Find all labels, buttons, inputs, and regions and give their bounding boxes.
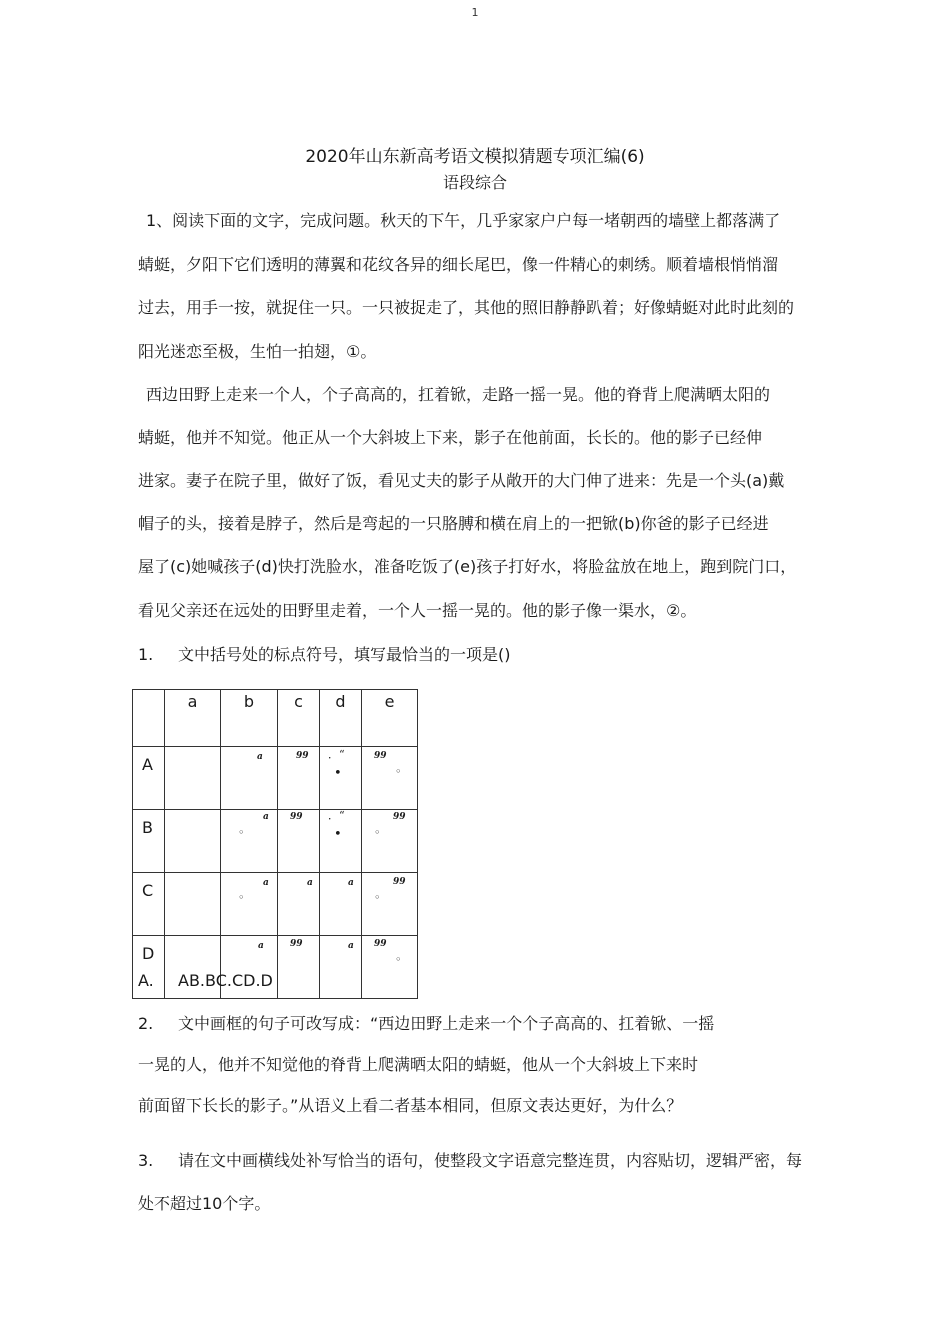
- cell-a-d: [320, 747, 362, 810]
- row-label-a: A: [133, 747, 165, 810]
- cell-c-c: [278, 873, 320, 936]
- punct-mark: a: [263, 878, 269, 888]
- row-label-c: C: [133, 873, 165, 936]
- cell-b-e: [362, 810, 418, 873]
- punct-mark: ◦: [395, 953, 402, 966]
- page-number: 1: [471, 6, 479, 19]
- punct-mark: 99: [296, 751, 309, 761]
- cell-b-b: [221, 810, 278, 873]
- question-number: 2.: [138, 1014, 154, 1033]
- punct-mark: ◦: [374, 891, 381, 904]
- punct-mark: ．“: [328, 748, 345, 761]
- column-header-d: d: [320, 690, 362, 747]
- cell-c-e: [362, 873, 418, 936]
- punct-mark: ◦: [395, 765, 402, 778]
- passage-line: 帽子的头，接着是脖子，然后是弯起的一只胳膊和横在肩上的一把锨(b)你爸的影子已经进: [138, 514, 769, 533]
- table-row-a: [133, 747, 418, 810]
- punct-mark: 99: [374, 751, 387, 761]
- question-2: [138, 1013, 714, 1035]
- passage-line: 过去，用手一按，就捉住一只。一只被捉走了，其他的照旧静静趴着；好像蜻蜓对此时此刻的: [138, 298, 795, 317]
- punct-mark: a: [307, 878, 313, 888]
- punct-mark: 99: [290, 939, 303, 949]
- column-header-e: e: [362, 690, 418, 747]
- cell-b-a: [165, 810, 221, 873]
- punct-mark: •: [334, 827, 342, 842]
- table-row-c: [133, 873, 418, 936]
- cell-c-b: [221, 873, 278, 936]
- question-2-line: 一晃的人，他并不知觉他的脊背上爬满晒太阳的蜻蜓，他从一个大斜坡上下来时: [138, 1055, 699, 1074]
- cell-d-e: [362, 936, 418, 999]
- cell-d-c: [278, 936, 320, 999]
- option-text: AB.BC.CD.D: [178, 971, 273, 990]
- question-3: [138, 1150, 802, 1172]
- column-header-c: c: [278, 690, 320, 747]
- document-title: 2020年山东新高考语文模拟猜题专项汇编(6): [305, 147, 645, 167]
- passage-line: 看见父亲还在远处的田野里走着，一个人一摇一晃的。他的影子像一渠水，②。: [138, 601, 697, 620]
- question-1: [138, 644, 511, 666]
- cell-b-c: [278, 810, 320, 873]
- question-3-line: 处不超过10个字。: [138, 1194, 271, 1213]
- document-subtitle: 语段综合: [442, 173, 507, 192]
- question-2-line: 前面留下长长的影子。”从语义上看二者基本相同，但原文表达更好，为什么？: [138, 1096, 683, 1115]
- cell-d-d: [320, 936, 362, 999]
- option-label: A.: [138, 971, 154, 990]
- table-header-row: [133, 690, 418, 747]
- question-number: 1.: [138, 645, 154, 664]
- punct-mark: ◦: [238, 826, 245, 839]
- punct-mark: •: [334, 766, 342, 781]
- question-text: 请在文中画横线处补写恰当的语句，使整段文字语意完整连贯，内容贴切，逻辑严密，每: [178, 1151, 803, 1170]
- cell-a-c: [278, 747, 320, 810]
- question-text: 文中画框的句子可改写成：“西边田野上走来一个个子高高的、扛着锨、一摇: [178, 1014, 715, 1033]
- table-row-b: [133, 810, 418, 873]
- punct-mark: 99: [393, 877, 406, 887]
- punct-mark: 99: [290, 812, 303, 822]
- column-header-b: b: [221, 690, 278, 747]
- cell-a-e: [362, 747, 418, 810]
- passage-line: 阳光迷恋至极，生怕一拍翅，①。: [138, 342, 377, 361]
- cell-c-d: [320, 873, 362, 936]
- cell-a-b: [221, 747, 278, 810]
- question-text: 文中括号处的标点符号，填写最恰当的一项是(): [178, 645, 511, 664]
- punct-mark: a: [348, 941, 354, 951]
- passage-line: 西边田野上走来一个人，个子高高的，扛着锨，走路一摇一晃。他的脊背上爬满晒太阳的: [146, 385, 771, 404]
- punct-mark: ◦: [238, 891, 245, 904]
- cell-b-d: [320, 810, 362, 873]
- punct-mark: a: [257, 752, 263, 762]
- punct-mark: 99: [393, 812, 406, 822]
- passage-line: 屋了(c)她喊孩子(d)快打洗脸水，准备吃饭了(e)孩子打好水，将脸盆放在地上，跑到院门口，: [138, 557, 797, 576]
- row-label-b: B: [133, 810, 165, 873]
- column-header-a: a: [165, 690, 221, 747]
- table-corner-cell: [133, 690, 165, 747]
- question-number: 3.: [138, 1151, 154, 1170]
- cell-c-a: [165, 873, 221, 936]
- passage-line: 1、阅读下面的文字，完成问题。秋天的下午，几乎家家户户每一堵朝西的墙壁上都落满了: [146, 211, 781, 230]
- answer-options-line: [138, 970, 273, 992]
- passage-line: 蜻蜓，他并不知觉。他正从一个大斜坡上下来，影子在他前面，长长的。他的影子已经伸: [138, 428, 763, 447]
- punct-mark: a: [258, 941, 264, 951]
- cell-a-a: [165, 747, 221, 810]
- punctuation-options-table: [132, 689, 418, 999]
- row-label-d: D: [133, 936, 165, 999]
- punct-mark: ◦: [374, 826, 381, 839]
- punct-mark: a: [263, 812, 269, 822]
- punct-mark: ．“: [328, 809, 345, 822]
- punct-mark: 99: [374, 939, 387, 949]
- passage-line: 蜻蜓，夕阳下它们透明的薄翼和花纹各异的细长尾巴，像一件精心的刺绣。顺着墙根悄悄溜: [138, 255, 779, 274]
- passage-line: 进家。妻子在院子里，做好了饭，看见丈夫的影子从敞开的大门伸了进来：先是一个头(a)戴: [138, 471, 785, 490]
- punct-mark: a: [348, 878, 354, 888]
